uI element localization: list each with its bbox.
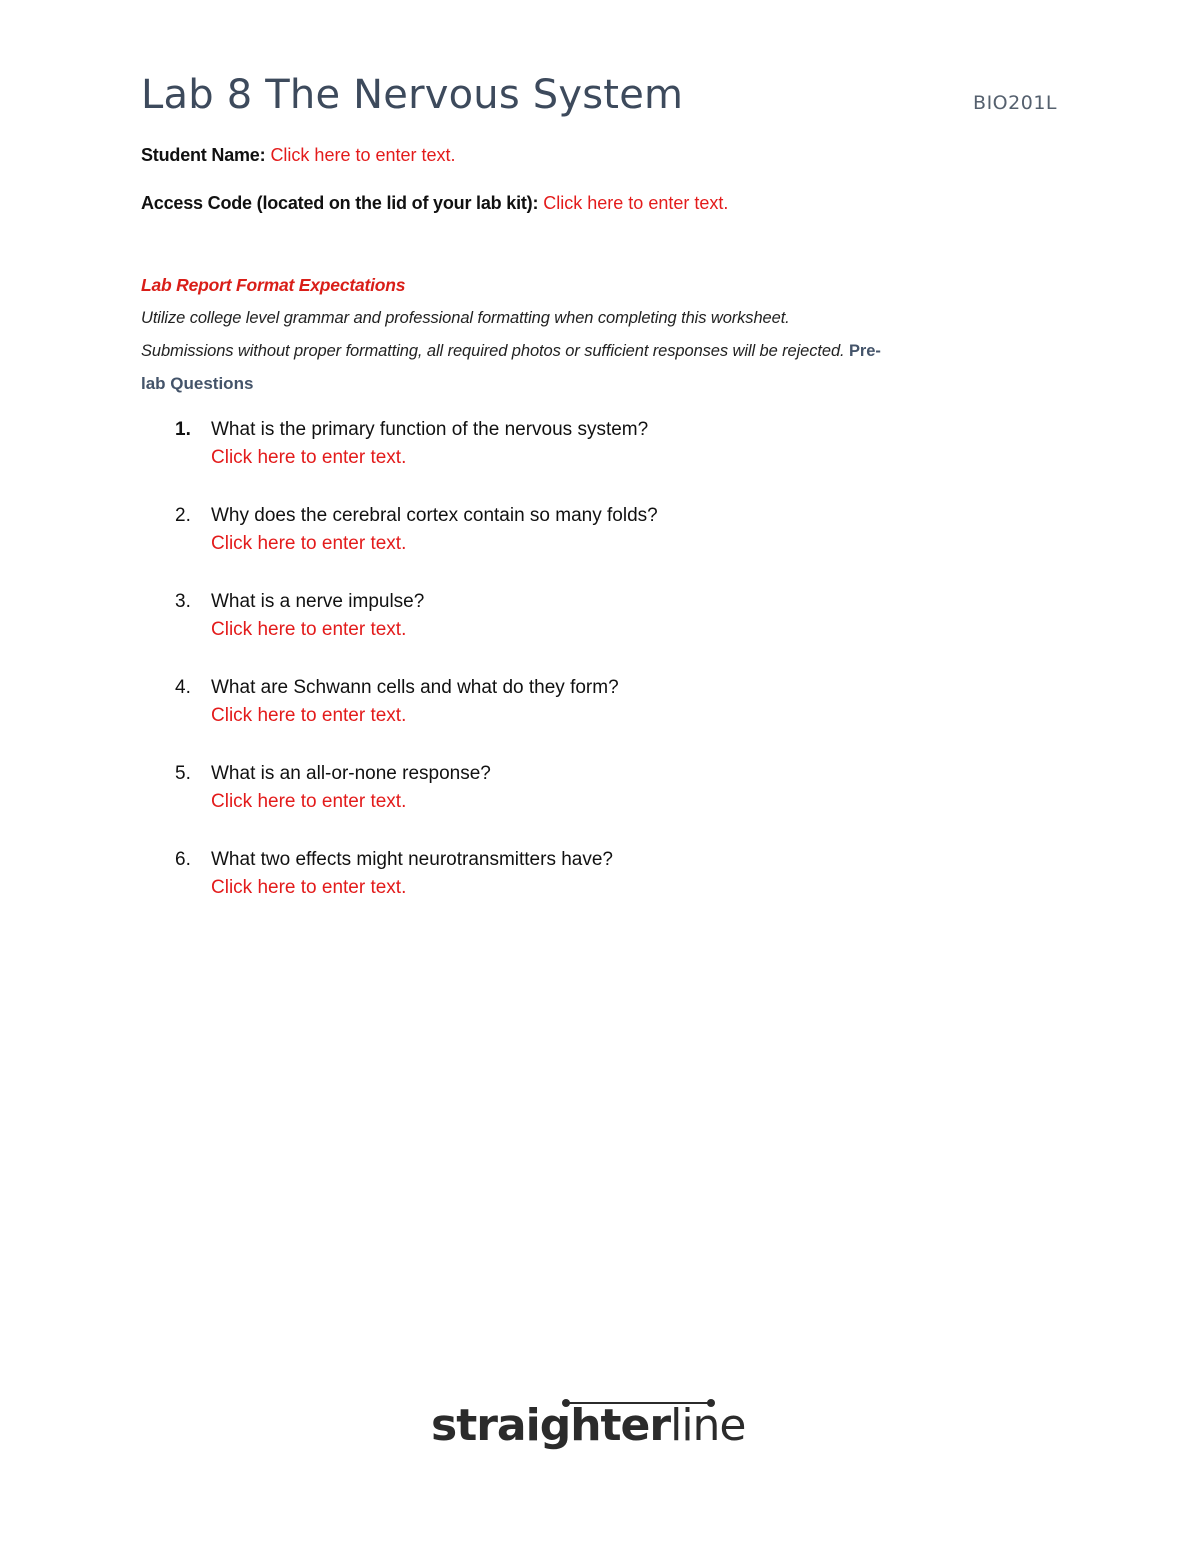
question-item <box>141 763 1061 849</box>
question-number: 2. <box>175 505 191 526</box>
answer-field[interactable]: Click here to enter text. <box>211 619 407 640</box>
question-item <box>141 591 1061 677</box>
question-text: What is a nerve impulse? <box>211 591 425 612</box>
answer-field[interactable]: Click here to enter text. <box>211 533 407 554</box>
logo-wordmark <box>431 1400 746 1451</box>
format-expectations-heading: Lab Report Format Expectations <box>141 275 406 295</box>
logo-wordmark-bold: straighter <box>431 1400 671 1451</box>
question-item <box>141 849 1061 935</box>
logo-wordmark-light: line <box>670 1400 746 1451</box>
question-text: What two effects might neurotransmitters have? <box>211 849 613 870</box>
question-text: What is the primary function of the nervous system? <box>211 419 649 440</box>
question-item <box>141 505 1061 591</box>
course-code: BIO201L <box>973 92 1057 114</box>
question-number: 3. <box>175 591 191 612</box>
format-expectations-line-2-text: Submissions without proper formatting, all required photos or sufficient responses will be rejected. <box>141 342 845 360</box>
question-item <box>141 677 1061 763</box>
answer-field[interactable]: Click here to enter text. <box>211 791 407 812</box>
student-name-row <box>141 145 456 166</box>
access-code-label: Access Code (located on the lid of your lab kit): <box>141 193 539 213</box>
access-code-field[interactable]: Click here to enter text. <box>543 193 729 213</box>
question-text: What are Schwann cells and what do they form? <box>211 677 619 698</box>
question-number: 1. <box>175 419 191 440</box>
prelab-question-list <box>141 419 1061 935</box>
question-text: What is an all-or-none response? <box>211 763 491 784</box>
access-code-row <box>141 193 728 214</box>
question-number: 6. <box>175 849 191 870</box>
format-expectations-line-1: Utilize college level grammar and professional formatting when completing this worksheet. <box>141 309 790 327</box>
answer-field[interactable]: Click here to enter text. <box>211 447 407 468</box>
student-name-label: Student Name: <box>141 145 266 165</box>
question-number: 5. <box>175 763 191 784</box>
question-number: 4. <box>175 677 191 698</box>
student-name-field[interactable]: Click here to enter text. <box>270 145 456 165</box>
answer-field[interactable]: Click here to enter text. <box>211 877 407 898</box>
page-title: Lab 8 The Nervous System <box>141 72 684 118</box>
question-text: Why does the cerebral cortex contain so many folds? <box>211 505 658 526</box>
question-item <box>141 419 1061 505</box>
prelab-heading-part-1: Pre- <box>849 342 881 360</box>
prelab-heading-part-2: lab Questions <box>141 374 254 393</box>
straighterline-logo <box>431 1398 771 1468</box>
format-expectations-line-2 <box>141 342 881 361</box>
answer-field[interactable]: Click here to enter text. <box>211 705 407 726</box>
